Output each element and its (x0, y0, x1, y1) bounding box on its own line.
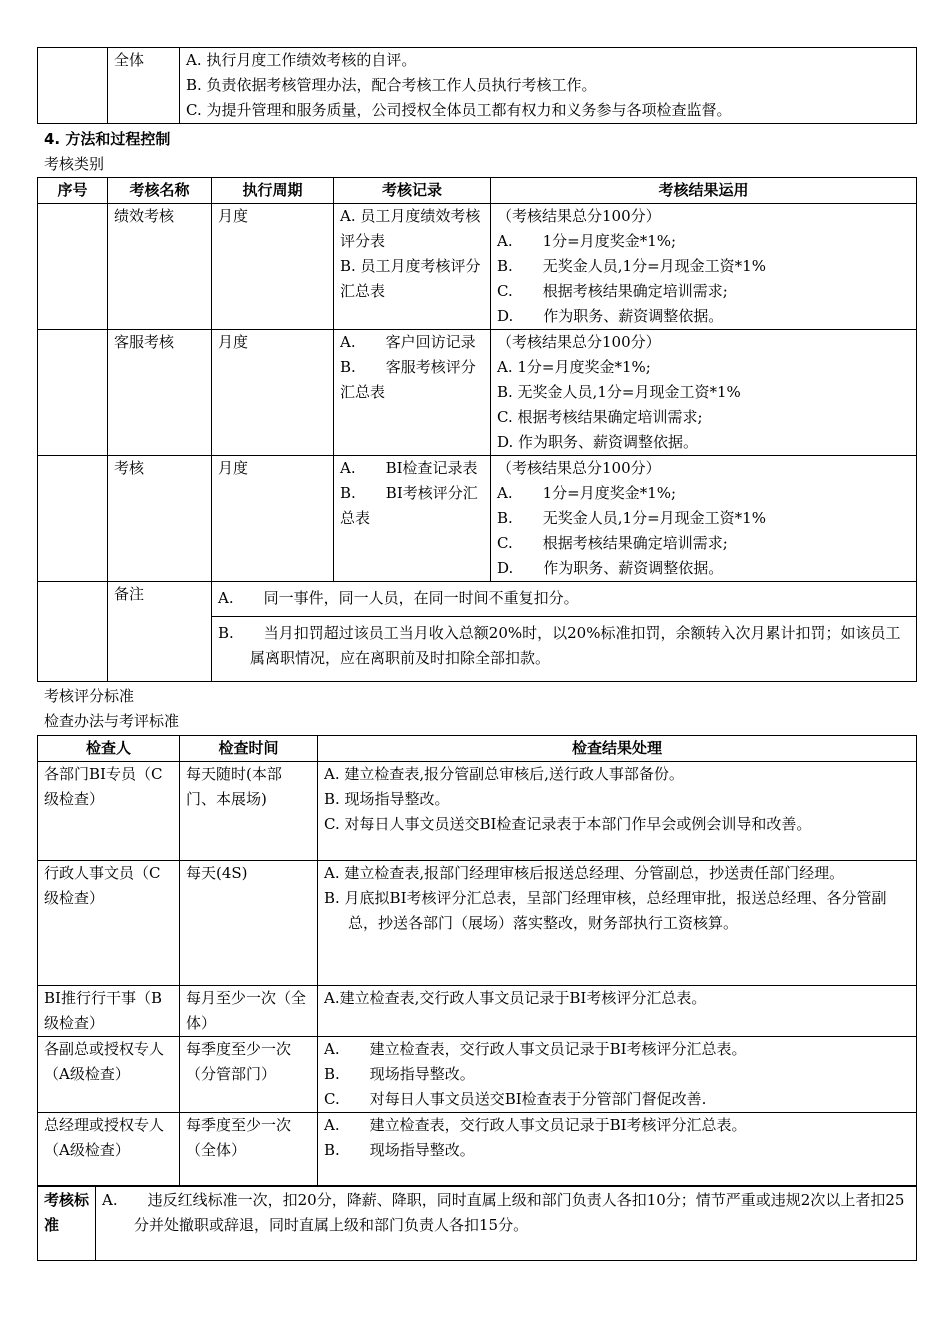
duty-cell (180, 48, 917, 124)
table-row (38, 986, 917, 1037)
subsection-label: 考核类别 (44, 155, 105, 173)
inspector-cell: 各副总或授权专人（A级检查） (38, 1037, 180, 1113)
header-cell: 考核结果运用 (491, 178, 917, 204)
header-cell: 执行周期 (212, 178, 334, 204)
record-line: B. BI考核评分汇总表 (340, 484, 478, 527)
usage-line: D. 作为职务、薪资调整依据。 (497, 559, 724, 577)
name-cell: 考核 (108, 456, 212, 582)
header-cell: 考核记录 (334, 178, 491, 204)
time-cell: 每月至少一次（全体） (180, 986, 318, 1037)
records-cell (334, 330, 491, 456)
standard-text: A. 违反红线标准一次，扣20分，降薪、降职，同时直属上级和部门负责人各扣10分；情节严重或违规2次以上者扣25分并处撤职或辞退，同时直属上级和部门负责人各扣15分。 (102, 1191, 905, 1234)
result-line: B. 现场指导整改。 (324, 1141, 475, 1159)
no-cell (38, 330, 108, 456)
cycle-cell: 月度 (212, 330, 334, 456)
usage-line: D. 作为职务、薪资调整依据。 (497, 307, 724, 325)
result-cell (318, 762, 917, 861)
cycle-cell: 月度 (212, 204, 334, 330)
usage-line: B. 无奖金人员,1分=月现金工资*1% (497, 383, 741, 401)
record-line: A. BI检查记录表 (340, 459, 478, 477)
result-cell (318, 861, 917, 986)
header-cell: 检查时间 (180, 736, 318, 762)
remark-a-cell: A. 同一事件，同一人员，在同一时间不重复扣分。 (212, 582, 917, 617)
duty-line: B. 负责依据考核管理办法，配合考核工作人员执行考核工作。 (186, 76, 597, 94)
result-line: A. 建立检查表,报分管副总审核后,送行政人事部备份。 (324, 765, 684, 783)
record-line: A. 客户回访记录 (340, 333, 476, 351)
table-row (38, 204, 917, 330)
time-cell: 每天随时(本部门、本展场) (180, 762, 318, 861)
inspector-cell: BI推行行干事（B级检查） (38, 986, 180, 1037)
result-line: C. 对每日人事文员送交BI检查记录表于本部门作早会或例会训导和改善。 (324, 815, 812, 833)
usage-line: C. 根据考核结果确定培训需求; (497, 282, 728, 300)
usage-cell (491, 330, 917, 456)
remark-b-text: B. 当月扣罚超过该员工当月收入总额20%时，以20%标准扣罚，余额转入次月累计扣罚；如该员工属离职情况，应在离职前及时扣除全部扣款。 (218, 624, 901, 667)
no-cell (38, 204, 108, 330)
standard-table (37, 1185, 917, 1261)
header-cell: 检查结果处理 (318, 736, 917, 762)
standard-label: 考核标准 (38, 1186, 96, 1261)
result-line: B. 现场指导整改。 (324, 790, 450, 808)
section-title: 4. 方法和过程控制 (44, 130, 171, 148)
header-cell: 考核名称 (108, 178, 212, 204)
result-line: A.建立检查表,交行政人事文员记录于BI考核评分汇总表。 (324, 989, 707, 1007)
result-cell (318, 986, 917, 1037)
records-cell (334, 456, 491, 582)
usage-line: C. 根据考核结果确定培训需求; (497, 408, 703, 426)
usage-cell (491, 204, 917, 330)
record-line: B. 员工月度考核评分汇总表 (340, 257, 481, 300)
usage-line: C. 根据考核结果确定培训需求; (497, 534, 728, 552)
remark-b-cell (212, 617, 917, 682)
table-header-row (38, 178, 917, 204)
table-row (38, 1037, 917, 1113)
remark-label: 备注 (108, 582, 212, 682)
time-cell: 每季度至少一次（分管部门） (180, 1037, 318, 1113)
inspector-cell: 各部门BI专员（C级检查） (38, 762, 180, 861)
subsection-label: 检查办法与考评标准 (44, 712, 180, 730)
table-row (38, 861, 917, 986)
category-table (37, 177, 917, 682)
time-cell: 每季度至少一次（全体） (180, 1113, 318, 1187)
usage-line: （考核结果总分100分） (497, 207, 661, 225)
inspection-table (37, 735, 917, 1187)
table-row (38, 1113, 917, 1187)
usage-line: A. 1分=月度奖金*1%; (497, 484, 677, 502)
header-cell: 检查人 (38, 736, 180, 762)
table-row (38, 762, 917, 861)
inspector-cell: 行政人事文员（C级检查） (38, 861, 180, 986)
name-cell: 绩效考核 (108, 204, 212, 330)
table-row (38, 330, 917, 456)
result-cell (318, 1037, 917, 1113)
responsibility-table (37, 47, 917, 124)
cycle-cell: 月度 (212, 456, 334, 582)
duty-line: C. 为提升管理和服务质量，公司授权全体员工都有权力和义务参与各项检查监督。 (186, 101, 732, 119)
empty-cell (38, 582, 108, 682)
header-cell: 序号 (38, 178, 108, 204)
record-line: A. 员工月度绩效考核评分表 (340, 207, 481, 250)
table-row (38, 456, 917, 582)
result-line: A. 建立检查表，交行政人事文员记录于BI考核评分汇总表。 (324, 1040, 747, 1058)
time-cell: 每天(4S) (180, 861, 318, 986)
usage-line: B. 无奖金人员,1分=月现金工资*1% (497, 509, 766, 527)
table-row (38, 1186, 917, 1261)
no-cell (38, 456, 108, 582)
usage-line: D. 作为职务、薪资调整依据。 (497, 433, 699, 451)
result-cell (318, 1113, 917, 1187)
usage-line: （考核结果总分100分） (497, 459, 661, 477)
usage-line: A. 1分=月度奖金*1%; (497, 358, 651, 376)
result-line: A. 建立检查表，交行政人事文员记录于BI考核评分汇总表。 (324, 1116, 747, 1134)
usage-line: A. 1分=月度奖金*1%; (497, 232, 677, 250)
result-line: A. 建立检查表,报部门经理审核后报送总经理、分管副总，抄送责任部门经理。 (324, 864, 845, 882)
result-line: B. 现场指导整改。 (324, 1065, 475, 1083)
standard-cell (96, 1186, 917, 1261)
usage-cell (491, 456, 917, 582)
records-cell (334, 204, 491, 330)
table-header-row (38, 736, 917, 762)
name-cell: 客服考核 (108, 330, 212, 456)
duty-line: A. 执行月度工作绩效考核的自评。 (186, 51, 417, 69)
subsection-label: 考核评分标准 (44, 687, 135, 705)
inspector-cell: 总经理或授权专人（A级检查） (38, 1113, 180, 1187)
remark-row (38, 582, 917, 617)
usage-line: （考核结果总分100分） (497, 333, 661, 351)
usage-line: B. 无奖金人员,1分=月现金工资*1% (497, 257, 766, 275)
empty-cell (38, 48, 108, 124)
role-cell: 全体 (108, 48, 180, 124)
result-line: B. 月底拟BI考核评分汇总表，呈部门经理审核，总经理审批，报送总经理、各分管副总，抄送各部门（展场）落实整改，财务部执行工资核算。 (324, 889, 887, 932)
result-line: C. 对每日人事文员送交BI检查表于分管部门督促改善. (324, 1090, 707, 1108)
record-line: B. 客服考核评分汇总表 (340, 358, 476, 401)
table-row (38, 48, 917, 124)
